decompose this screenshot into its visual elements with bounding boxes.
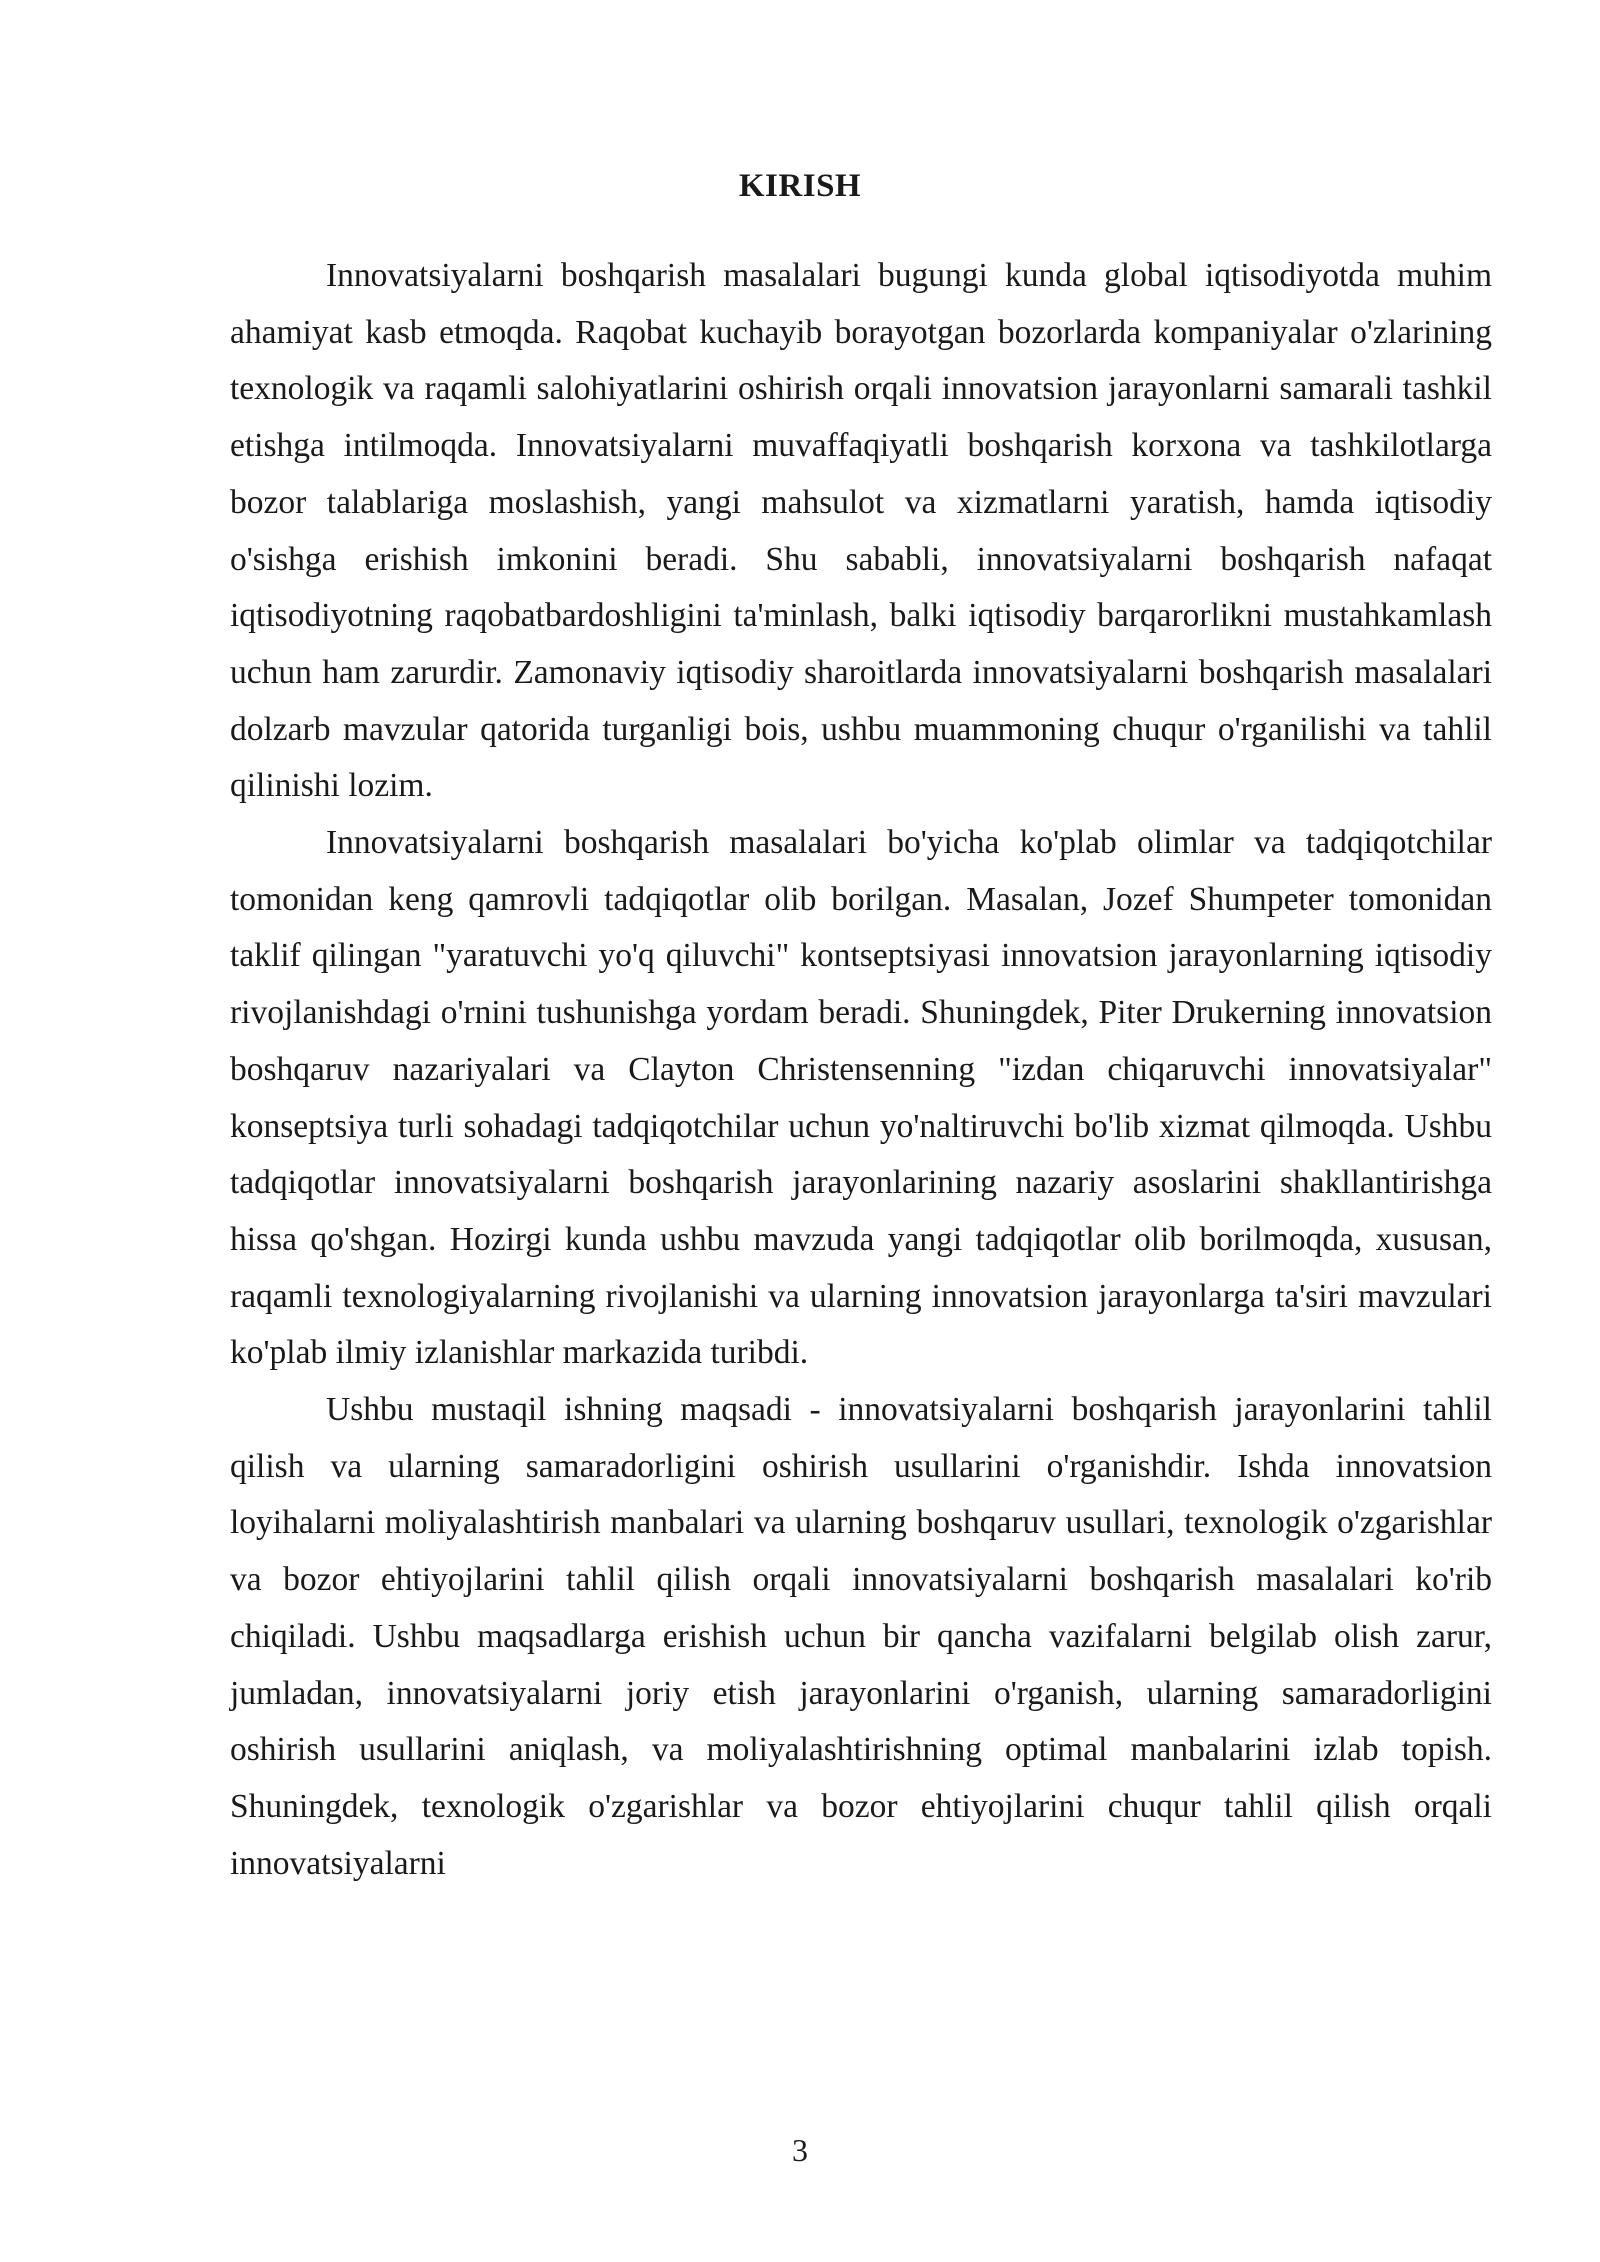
body-text <box>230 248 1492 1892</box>
paragraph: Ushbu mustaqil ishning maqsadi - innovatsiyalarni boshqarish jarayonlarini tahlil qilish va ularning samaradorligini oshirish usullarini o'rganishdir. Ishda innovatsion loyihalarni moliyalashtirish manbalari va ularning boshqaruv usullari, texnologik o'zgarishlar va bozor ehtiyojlarini tahlil qilish orqali innovatsiyalarni boshqarish masalalari ko'rib chiqiladi. Ushbu maqsadlarga erishish uchun bir qancha vazifalarni belgilab olish zarur, jumladan, innovatsiyalarni joriy etish jarayonlarini o'rganish, ularning samaradorligini oshirish usullarini aniqlash, va moliyalashtirishning optimal manbalarini izlab topish. Shuningdek, texnologik o'zgarishlar va bozor ehtiyojlarini chuqur tahlil qilish orqali innovatsiyalarni <box>230 1391 1492 1882</box>
paragraph: Innovatsiyalarni boshqarish masalalari bo'yicha ko'plab olimlar va tadqiqotchilar tomonidan keng qamrovli tadqiqotlar olib borilgan. Masalan, Jozef Shumpeter tomonidan taklif qilingan "yaratuvchi yo'q qiluvchi" kontseptsiyasi innovatsion jarayonlarning iqtisodiy rivojlanishdagi o'rnini tushunishga yordam beradi. Shuningdek, Piter Drukerning innovatsion boshqaruv nazariyalari va Clayton Christensenning "izdan chiqaruvchi innovatsiyalar" konseptsiya turli sohadagi tadqiqotchilar uchun yo'naltiruvchi bo'lib xizmat qilmoqda. Ushbu tadqiqotlar innovatsiyalarni boshqarish jarayonlarining nazariy asoslarini shakllantirishga hissa qo'shgan. Hozirgi kunda ushbu mavzuda yangi tadqiqotlar olib borilmoqda, xususan, raqamli texnologiyalarning rivojlanishi va ularning innovatsion jarayonlarga ta'siri mavzulari ko'plab ilmiy izlanishlar markazida turibdi. <box>230 824 1492 1372</box>
paragraph: Innovatsiyalarni boshqarish masalalari bugungi kunda global iqtisodiyotda muhim ahamiyat kasb etmoqda. Raqobat kuchayib borayotgan bozorlarda kompaniyalar o'zlarining texnologik va raqamli salohiyatlarini oshirish orqali innovatsion jarayonlarni samarali tashkil etishga intilmoqda. Innovatsiyalarni muvaffaqiyatli boshqarish korxona va tashkilotlarga bozor talablariga moslashish, yangi mahsulot va xizmatlarni yaratish, hamda iqtisodiy o'sishga erishish imkonini beradi. Shu sababli, innovatsiyalarni boshqarish nafaqat iqtisodiyotning raqobatbardoshligini ta'minlash, balki iqtisodiy barqarorlikni mustahkamlash uchun ham zarurdir. Zamonaviy iqtisodiy sharoitlarda innovatsiyalarni boshqarish masalalari dolzarb mavzular qatorida turganligi bois, ushbu muammoning chuqur o'rganilishi va tahlil qilinishi lozim. <box>230 257 1492 805</box>
section-title: KIRISH <box>738 168 862 204</box>
page-number: 3 <box>792 2132 808 2168</box>
